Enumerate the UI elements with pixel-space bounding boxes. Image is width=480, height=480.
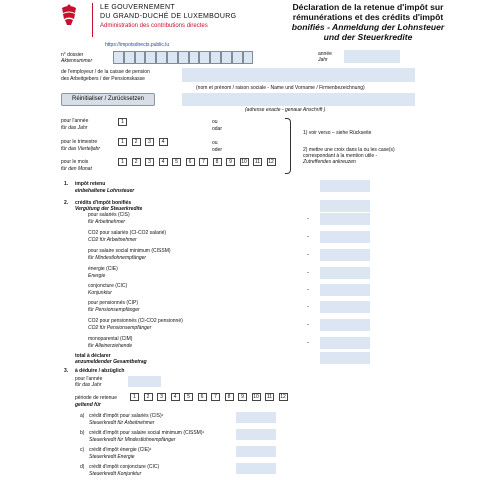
- credit-item-amount-input[interactable]: [320, 301, 370, 313]
- month-checkbox[interactable]: 4: [159, 158, 168, 166]
- employer-name-input[interactable]: [182, 68, 415, 82]
- period-year-label-de: für das Jahr: [61, 125, 88, 131]
- minus-sign: -: [307, 270, 309, 276]
- credit-item-amount-input[interactable]: [320, 231, 370, 243]
- deduction-label-de: Steuerkredit Energie: [89, 454, 135, 460]
- credit-item-label-de: Energie: [88, 273, 106, 279]
- reset-button[interactable]: Réinitialiser / Zurücksetzen: [61, 93, 155, 106]
- section-3-month-checkbox[interactable]: 11: [266, 394, 273, 400]
- note-2-line-1: 2) mettre une croix dans la ou les case(s): [303, 147, 395, 153]
- section-3-month-checkbox[interactable]: 9: [238, 393, 247, 401]
- total-amount-input[interactable]: [320, 352, 370, 364]
- credit-item-label-fr: CO2 pour salariés (CI-CO2 salarié): [88, 230, 167, 236]
- credit-item-label-fr: monoparental (CIM): [88, 336, 133, 342]
- section-1-number: 1.: [64, 181, 69, 187]
- or-label-2: ou: [212, 140, 218, 146]
- credit-item-label-de: CO2 für Pensionsempfänger: [88, 325, 152, 331]
- section-3-year-input[interactable]: [128, 376, 161, 387]
- year-label-fr: année: [318, 51, 332, 57]
- deduction-letter: b): [80, 430, 85, 436]
- credit-item-label-de: für Alleinerziehende: [88, 343, 133, 349]
- section-2-title-fr: crédits d'impôt bonifiés: [75, 200, 132, 206]
- logo-line-3: Administration des contributions directes: [100, 23, 208, 29]
- dossier-digit-cell[interactable]: [221, 51, 232, 64]
- month-checkbox[interactable]: 7: [199, 158, 208, 166]
- website-link[interactable]: https://impotsdirects.public.lu: [105, 42, 170, 48]
- section-3-month-checkbox[interactable]: 6: [198, 393, 207, 401]
- deduction-label-fr: crédit d'impôt énergie (CIE)¹: [89, 447, 152, 453]
- dossier-digit-cell[interactable]: [145, 51, 156, 64]
- credit-item-label-fr: CO2 pour pensionnés (CI-CO2 pensionné): [88, 318, 183, 324]
- year-input[interactable]: [344, 50, 400, 63]
- section-3-month-checkbox[interactable]: 7: [211, 393, 220, 401]
- credit-item-amount-input[interactable]: [320, 337, 370, 349]
- section-2-title-de: Vergütung der Steuerkredite: [75, 206, 143, 212]
- month-checkbox[interactable]: 5: [172, 158, 181, 166]
- credit-item-label-de: Konjunktur: [88, 290, 112, 296]
- deduction-letter: a): [80, 413, 85, 419]
- name-caption: (nom et prénom / raison sociale - Name und Vorname / Firmenbezeichnung): [196, 85, 365, 91]
- year-checkbox[interactable]: 1: [118, 118, 127, 126]
- minus-sign: -: [307, 322, 309, 328]
- note-2-line-2: correspondant à la mention utile -: [303, 153, 378, 159]
- section-1-title-fr: impôt retenu: [75, 181, 106, 187]
- employer-label-de: des Arbeitgebers / der Pensionskasse: [61, 76, 145, 82]
- minus-sign: -: [307, 287, 309, 293]
- section-3-month-checkbox[interactable]: 4: [171, 393, 180, 401]
- credit-item-label-fr: conjoncture (CIC): [88, 283, 128, 289]
- section-3-month-checkboxes: [130, 393, 292, 401]
- credit-item-label-fr: pour salariés (CIS): [88, 212, 130, 218]
- note-2-line-3: Zutreffendes ankreuzen: [303, 159, 356, 165]
- section-3-period-label-de: geltend für: [75, 402, 101, 408]
- dossier-digit-cell[interactable]: [199, 51, 210, 64]
- minus-sign: -: [307, 216, 309, 222]
- title-line-1: Déclaration de la retenue d'impôt sur: [292, 2, 444, 12]
- section-2-number: 2.: [64, 200, 69, 206]
- total-label-de: anzumeldender Gesamtbetrag: [75, 359, 147, 365]
- title-line-2: rémunérations et des crédits d'impôt: [292, 12, 444, 22]
- address-input[interactable]: [182, 93, 415, 106]
- section-3-year-label-fr: pour l'année: [75, 376, 103, 382]
- logo-divider: [92, 3, 93, 37]
- credit-item-amount-input[interactable]: [320, 319, 370, 331]
- credit-item-label-de: für Arbeitnehmer: [88, 219, 126, 225]
- credit-item-label-fr: pour pensionnés (CIP): [88, 300, 139, 306]
- period-bracket: [285, 118, 291, 174]
- dossier-digit-cell[interactable]: [135, 51, 146, 64]
- dossier-digit-cell[interactable]: [113, 51, 124, 64]
- minus-sign: -: [307, 234, 309, 240]
- section-3-month-checkbox[interactable]: 8: [225, 393, 234, 401]
- credit-item-amount-input[interactable]: [320, 267, 370, 279]
- section-3-month-checkbox[interactable]: 1: [130, 393, 139, 401]
- deduction-label-fr: crédit d'impôt pour salariés (CIS)¹: [89, 413, 164, 419]
- quarter-checkbox[interactable]: 2: [132, 138, 141, 146]
- period-quarter-label-de: für das Vierteljahr: [61, 146, 101, 152]
- dossier-digit-cell[interactable]: [243, 51, 254, 64]
- section-1-title-de: einbehaltene Lohnsteuer: [75, 188, 135, 194]
- total-label-fr: total à déclarer: [75, 353, 111, 359]
- section-3-month-checkbox[interactable]: 2: [144, 393, 153, 401]
- deduction-amount-input[interactable]: [236, 429, 276, 440]
- credit-item-label-de: für Pensionsempfänger: [88, 307, 140, 313]
- deduction-label-de: Steuerkredit für Mindestlohnempfänger: [89, 437, 176, 443]
- month-checkbox[interactable]: 9: [226, 158, 235, 166]
- month-checkboxes: [118, 158, 280, 166]
- note-1: 1) voir verso – siehe Rückseite: [303, 130, 372, 136]
- dossier-digit-cell[interactable]: [189, 51, 200, 64]
- section-3-period-label-fr: période de retenue: [75, 395, 117, 401]
- month-checkbox[interactable]: 1: [118, 158, 127, 166]
- form-title: [262, 2, 474, 42]
- section-3-month-checkbox[interactable]: 10: [253, 394, 259, 400]
- title-line-4: und der Steuerkredite: [323, 32, 413, 42]
- logo-line-2: DU GRAND-DUCHÉ DE LUXEMBOURG: [100, 13, 237, 20]
- month-checkbox[interactable]: 12: [268, 159, 274, 165]
- dossier-digit-cell[interactable]: [124, 51, 135, 64]
- credit-item-amount-input[interactable]: [320, 249, 370, 261]
- credit-item-label-de: für Mindestlohnempfänger: [88, 255, 147, 261]
- dossier-label-de: Aktennummer: [61, 58, 93, 64]
- dossier-digit-cell[interactable]: [178, 51, 189, 64]
- credit-item-label-fr: énergie (CIE): [88, 266, 118, 272]
- minus-sign: -: [307, 252, 309, 258]
- quarter-checkbox[interactable]: 1: [118, 138, 127, 146]
- credit-item-amount-input[interactable]: [320, 284, 370, 296]
- dossier-digit-cell[interactable]: [156, 51, 167, 64]
- oder-label-2: oder: [212, 147, 223, 153]
- section-3-month-checkbox[interactable]: 3: [157, 393, 166, 401]
- month-checkbox[interactable]: 3: [145, 158, 154, 166]
- section-1-amount-input[interactable]: [320, 180, 370, 192]
- period-quarter-label-fr: pour le trimestre: [61, 139, 98, 145]
- credit-item-amount-input[interactable]: [320, 213, 370, 225]
- oder-label-1: odar: [212, 126, 223, 132]
- or-label-1: ou: [212, 119, 218, 125]
- quarter-checkbox[interactable]: 3: [145, 138, 154, 146]
- deduction-letter: d): [80, 464, 85, 470]
- section-3-year-label-de: für das Jahr: [75, 382, 102, 388]
- logo-line-1: LE GOUVERNEMENT: [100, 4, 175, 11]
- year-label-de: Jahr: [318, 57, 328, 63]
- deduction-amount-input[interactable]: [236, 412, 276, 423]
- deduction-amount-input[interactable]: [236, 463, 276, 474]
- deduction-label-fr: crédit d'impôt pour salaire social minimum (CISSM)¹: [89, 430, 205, 436]
- period-month-label-de: für den Monat: [61, 166, 92, 172]
- address-caption: (adresse exacte - genaue Anschrift ): [245, 107, 326, 113]
- deduction-letter: c): [80, 447, 85, 453]
- month-checkbox[interactable]: 11: [254, 159, 261, 165]
- title-line-3: bonifiés - Anmeldung der Lohnsteuer: [291, 22, 445, 32]
- dossier-label-fr: n° dossier: [61, 52, 84, 58]
- section-3-month-checkbox[interactable]: 12: [280, 394, 286, 400]
- section-3-month-checkbox[interactable]: 5: [184, 393, 193, 401]
- employer-label-fr: de l'employeur / de la caisse de pension: [61, 69, 150, 75]
- coat-of-arms-logo: [60, 4, 78, 26]
- quarter-checkbox[interactable]: 4: [159, 138, 168, 146]
- deduction-amount-input[interactable]: [236, 446, 276, 457]
- minus-sign: -: [307, 304, 309, 310]
- quarter-checkboxes: [118, 138, 172, 146]
- dossier-digit-cell[interactable]: [232, 51, 243, 64]
- month-checkbox[interactable]: 2: [132, 158, 141, 166]
- section-3-number: 3.: [64, 368, 69, 374]
- month-checkbox[interactable]: 6: [186, 158, 195, 166]
- dossier-digit-cell[interactable]: [210, 51, 221, 64]
- section-3-title: à déduire / abzüglich: [75, 368, 125, 374]
- dossier-number-cells: [113, 51, 253, 64]
- deduction-label-fr: crédit d'impôt conjoncture (CIC): [89, 464, 160, 470]
- credit-item-label-de: CO2 für Arbeitnehmer: [88, 237, 137, 243]
- month-checkbox[interactable]: 8: [213, 158, 222, 166]
- credit-item-label-fr: pour salaire social minimum (CISSM): [88, 248, 171, 254]
- deduction-label-de: Steuerkredit für Arbeitnehmer: [89, 420, 155, 426]
- minus-sign: -: [307, 340, 309, 346]
- period-month-label-fr: pour le mois: [61, 159, 89, 165]
- period-year-label-fr: pour l'année: [61, 118, 89, 124]
- month-checkbox[interactable]: 10: [241, 159, 247, 165]
- section-2-header-amount[interactable]: [320, 200, 370, 212]
- deduction-label-de: Steuerkredit Konjunktur: [89, 471, 142, 477]
- dossier-digit-cell[interactable]: [167, 51, 178, 64]
